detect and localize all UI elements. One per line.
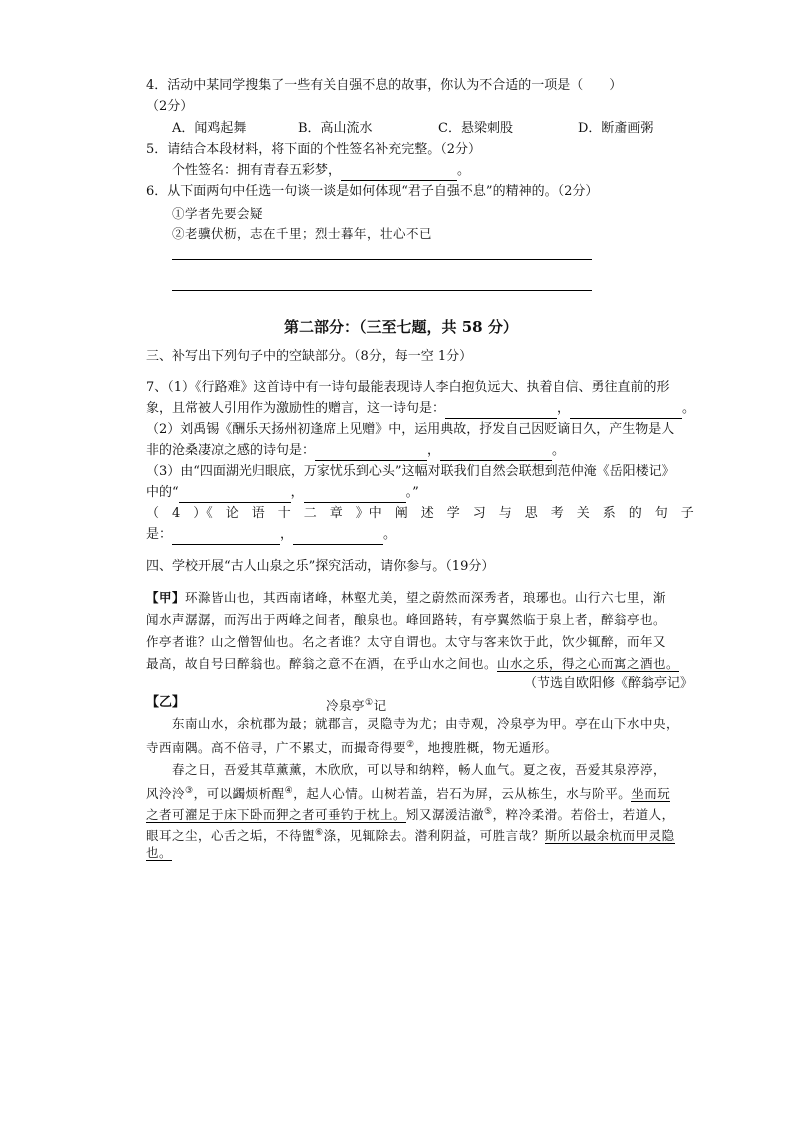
q7-4-prompt: 是： — [146, 527, 173, 542]
yi-note-5: ⑤ — [484, 807, 493, 817]
yi-underlined-2b: 也。 — [146, 845, 173, 860]
q7-1-line1: 7、（1）《行路难》这首诗中有一诗句最能表现诗人李白抱负远大、执着自信、勇往直前的形 — [146, 380, 670, 395]
jia-source: （节选自欧阳修《醉翁亭记》 — [524, 676, 694, 691]
q7-2-comma: ， — [427, 443, 441, 458]
q4-score: （2分） — [146, 99, 194, 114]
jia-text-1: 环滁皆山也，其西南诸峰，林壑尤美，望之蔚然而深秀者，琅琊也。山行六七里，渐 — [185, 590, 667, 605]
q5-sign-suffix: 。 — [457, 163, 471, 178]
q7-1-blank-1[interactable] — [445, 403, 557, 419]
part2-heading — [284, 316, 518, 338]
jia-text-4: 最高，故自号曰醉翁也。醉翁之意不在酒，在乎山水之间也。 — [146, 656, 498, 671]
q7-4-blank-1[interactable] — [172, 529, 280, 545]
q7-2-blank-2[interactable] — [440, 445, 552, 461]
yi-note-6: ⑥ — [315, 828, 324, 838]
yi-title-note: ① — [365, 698, 374, 708]
yi-line-6: 眼耳之尘，心舌之垢，不待盥⑥涤，见辄除去。潜利阴益，可胜言哉？斯所以最余杭而甲灵隐 — [146, 828, 675, 844]
q5-stem: 5．请结合本段材料，将下面的个性签名补充完整。（2分） — [146, 142, 482, 157]
q7-4-blank-2[interactable] — [293, 529, 383, 545]
yi-line-7 — [146, 843, 172, 863]
q7-2-blank-1[interactable] — [315, 445, 427, 461]
yi-line-2: 寺西南隅。高不倍寻，广不累丈，而撮奇得要②，地搜胜概，物无遁形。 — [146, 740, 558, 756]
part2-subtitle: （三至七题，共 58 分） — [359, 318, 518, 336]
jia-line-2: 闻水声潺潺，而泻出于两峰之间者，酿泉也。峰回路转，有亭翼然临于泉上者，醉翁亭也。 — [146, 612, 667, 627]
q4-option-c: C．悬梁刺股 — [438, 121, 513, 136]
q4-option-d: D．断齑画粥 — [578, 121, 654, 136]
q5-signature — [172, 161, 470, 181]
yi-label: 【乙】 — [146, 695, 186, 710]
q7-1-comma: ， — [557, 401, 571, 416]
q7-3-quote-close: 。” — [405, 485, 419, 500]
yi-line-1: 东南山水，余杭郡为最；就郡言，灵隐寺为尤；由寺观，冷泉亭为甲。亭在山下水中央， — [172, 716, 680, 731]
q7-4-line2 — [146, 525, 396, 545]
q7-3-line1: （3）由“四面湖光归眼底，万家忧乐到心头”这幅对联我们自然会联想到范仲淹《岳阳楼记》 — [146, 464, 675, 479]
q7-4-line1: （ 4 ）《 论 语 十 二 章 》中 阐 述 学 习 与 思 考 关 系 的 句 子 — [146, 506, 694, 521]
yi-note-3: ③ — [185, 786, 194, 796]
q6-stem: 6．从下面两句中任选一句谈一谈是如何体现“君子自强不息”的精神的。（2分） — [146, 184, 599, 199]
q7-4-period: 。 — [383, 527, 397, 542]
q6-item-2: ②老骥伏枥，志在千里；烈士暮年，壮心不已 — [172, 226, 433, 241]
q7-3-blank-1[interactable] — [179, 487, 291, 503]
jia-label: 【甲】 — [146, 590, 186, 605]
yi-line-4: 风泠泠③，可以蠲烦析酲④，起人心情。山树若盖，岩石为屏，云从栋生，水与阶平。坐而玩 — [146, 786, 671, 802]
yi-note-2: ② — [406, 740, 415, 750]
yi-note-4: ④ — [284, 786, 294, 796]
q7-3-blank-2[interactable] — [304, 487, 406, 503]
q4-option-b: B．高山流水 — [298, 121, 373, 136]
part2-title: 第二部分： — [284, 318, 360, 336]
yi-underlined-1b: 之者可濯足于床下卧而狎之者可垂钓于枕上。 — [146, 807, 407, 823]
yi-underlined-1a: 坐而玩 — [631, 786, 671, 802]
yi-title: 冷泉亭①记 — [326, 698, 387, 714]
sec4-heading: 四、学校开展“古人山泉之乐”探究活动，请你参与。（19分） — [146, 559, 495, 574]
jia-line-4 — [146, 654, 679, 674]
q7-2-period: 。 — [552, 443, 566, 458]
q7-2-line1: （2）刘禹锡《酬乐天扬州初逢席上见赠》中，运用典故，抒发自己因贬谪日久，产生物是人 — [146, 422, 675, 437]
yi-underlined-2a: 斯所以最余杭而甲灵隐 — [544, 828, 675, 844]
q7-2-prompt: 非的沧桑凄凉之感的诗句是： — [146, 443, 316, 458]
q7-3-comma: ， — [290, 485, 304, 500]
q7-1-period: 。 — [682, 401, 696, 416]
q7-2-line2 — [146, 441, 565, 461]
q7-1-line2 — [146, 399, 695, 419]
q7-3-quote-open: 中的“ — [146, 485, 179, 500]
q7-4-comma: ， — [280, 527, 294, 542]
sec3-heading: 三、补写出下列句子中的空缺部分。（8分，每一空 1分） — [146, 349, 473, 364]
q7-3-line2 — [146, 483, 419, 503]
q6-item-1: ①学者先要会疑 — [172, 206, 264, 221]
q4-stem: 4．活动中某同学搜集了一些有关自强不息的故事，你认为不合适的一项是（ ） — [146, 78, 623, 93]
jia-underlined-sentence: 山水之乐，得之心而寓之酒也。 — [497, 656, 680, 671]
jia-line-1 — [146, 588, 666, 608]
q7-1-prompt: 象，且常被人引用作为激励性的赠言，这一诗句是： — [146, 401, 446, 416]
q4-option-a: A．闻鸡起舞 — [172, 121, 247, 136]
jia-line-3: 作亭者谁？山之僧智仙也。名之者谁？太守自谓也。太守与客来饮于此，饮少辄醉，而年又 — [146, 634, 667, 649]
q7-1-blank-2[interactable] — [570, 403, 682, 419]
q5-answer-blank[interactable] — [341, 165, 457, 181]
q6-answer-line-2[interactable] — [172, 290, 592, 291]
yi-line-3: 春之日，吾爱其草薰薰，木欣欣，可以导和纳粹，畅人血气。夏之夜，吾爱其泉渟渟， — [172, 762, 667, 777]
q5-sign-prefix: 个性签名：拥有青春五彩梦， — [172, 163, 342, 178]
yi-line-5: 之者可濯足于床下卧而狎之者可垂钓于枕上。矧又潺湲洁澈⑤，粹冷柔滑。若俗士，若道人， — [146, 807, 675, 823]
q6-answer-line-1[interactable] — [172, 259, 592, 260]
